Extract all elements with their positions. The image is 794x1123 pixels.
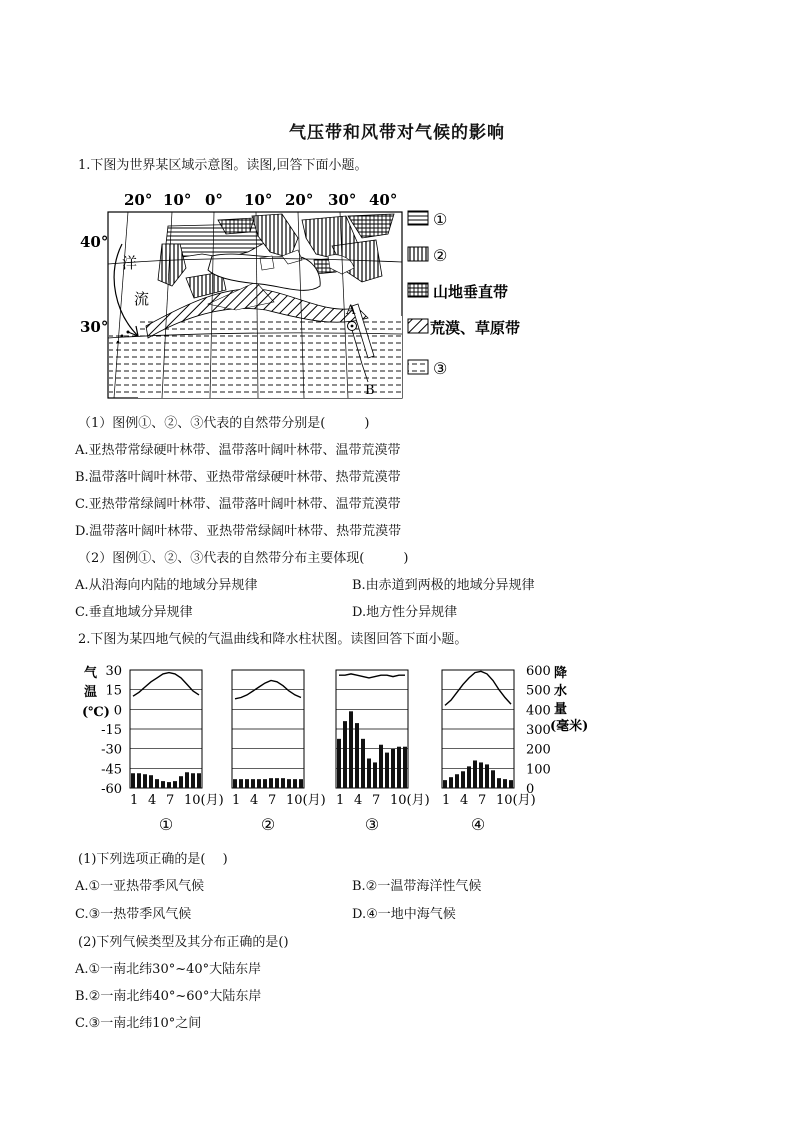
precip-bar — [239, 779, 243, 788]
precip-bar — [185, 772, 189, 788]
page-title: 气压带和风带对气候的影响 — [289, 123, 505, 143]
precip-bar — [179, 776, 183, 788]
x-tick-label: 4 — [250, 793, 259, 808]
right-axis-label — [550, 665, 588, 734]
precip-bar — [197, 773, 201, 788]
precip-bar — [455, 774, 459, 788]
precip-bar — [131, 773, 135, 788]
x-tick-label: 4 — [354, 793, 363, 808]
precip-bar — [349, 711, 353, 788]
lat-label: 40° — [80, 233, 109, 251]
precip-bar — [251, 779, 255, 788]
precip-bar — [161, 781, 165, 788]
q1-sub1-option-b: B.温带落叶阔叶林带、亚热带常绿硬叶林带、热带荒漠带 — [75, 470, 401, 485]
precip-bar — [473, 760, 477, 788]
precip-bar — [385, 753, 389, 788]
x-tick-label: 1 — [336, 793, 345, 808]
panel-label: ② — [260, 815, 276, 834]
legend-label-mountain: 山地垂直带 — [433, 283, 509, 301]
climate-panel — [442, 670, 536, 834]
precip-bar — [143, 774, 147, 788]
right-axis-label-part: 降 — [554, 666, 568, 681]
x-tick-label: 7 — [166, 793, 175, 808]
precip-bar — [479, 762, 483, 788]
q2-sub2-option-c: C.③一南北纬10°之间 — [75, 1016, 202, 1031]
precip-bar — [167, 782, 171, 788]
precip-bar — [355, 723, 359, 788]
x-tick-label: 7 — [372, 793, 381, 808]
precip-bar — [281, 778, 285, 788]
q2-sub1-option-a: A.①一亚热带季风气候 — [75, 879, 205, 894]
precip-bar — [391, 749, 395, 788]
point-b-label: B — [365, 383, 375, 398]
right-tick-label: 600 — [526, 664, 551, 679]
x-tick-label: 4 — [460, 793, 469, 808]
q2-sub1-option-b: B.②一温带海洋性气候 — [352, 879, 482, 894]
precip-bar — [403, 747, 407, 788]
precip-bar — [443, 780, 447, 788]
legend-label-desert: 荒漠、草原带 — [430, 319, 521, 337]
q1-sub1-stem: （1）图例①、②、③代表的自然带分别是( ) — [78, 416, 370, 431]
legend — [408, 210, 520, 378]
q1-sub1-option-c: C.亚热带常绿阔叶林带、温带落叶阔叶林带、温带荒漠带 — [75, 497, 401, 512]
x-tick-label: 10(月) — [496, 793, 536, 808]
precip-bar — [373, 762, 377, 788]
chart-panels — [130, 670, 536, 834]
precip-bar — [293, 779, 297, 788]
left-axis-ticks — [101, 664, 122, 797]
lon-label: 40° — [369, 191, 398, 209]
x-tick-label: 10(月) — [390, 793, 430, 808]
q1-sub2-option-d: D.地方性分异规律 — [352, 605, 458, 620]
lon-label: 10° — [244, 191, 273, 209]
precip-bar — [137, 773, 141, 788]
map-body — [108, 212, 402, 398]
q2-sub1-option-c: C.③一热带季风气候 — [75, 907, 192, 922]
legend-label-3: ③ — [433, 359, 448, 378]
precip-bar — [397, 747, 401, 788]
precip-bar — [245, 779, 249, 788]
left-tick-label: 15 — [105, 683, 122, 699]
x-tick-label: 1 — [232, 793, 241, 808]
right-tick-label: 0 — [526, 782, 535, 797]
precip-bar — [149, 775, 153, 788]
precip-bar — [497, 778, 501, 788]
x-tick-label: 7 — [478, 793, 487, 808]
left-tick-label: -15 — [101, 723, 122, 738]
right-axis-label-part: (毫米) — [550, 719, 588, 734]
left-tick-label: 30 — [105, 664, 122, 679]
precip-bar — [461, 771, 465, 788]
q1-sub2-stem: （2）图例①、②、③代表的自然带分布主要体现( ) — [78, 551, 409, 566]
climate-panel — [130, 670, 224, 834]
precip-bar — [257, 779, 261, 788]
right-tick-label: 200 — [526, 742, 551, 758]
q1-sub2-option-b: B.由赤道到两极的地域分异规律 — [352, 578, 535, 593]
x-tick-label: 7 — [268, 793, 277, 808]
left-tick-label: -30 — [101, 742, 122, 758]
ocean-label: 洋 — [122, 254, 138, 272]
x-tick-label: 10(月) — [184, 793, 224, 808]
lat-label: 30° — [80, 318, 109, 336]
q1-sub1-option-d: D.温带落叶阔叶林带、亚热带常绿阔叶林带、热带荒漠带 — [75, 524, 402, 539]
lon-label: 10° — [163, 191, 192, 209]
x-tick-label: 4 — [148, 793, 157, 808]
right-tick-label: 300 — [526, 723, 551, 738]
precip-bar — [367, 759, 371, 789]
lon-label: 30° — [328, 191, 357, 209]
panel-label: ① — [158, 815, 174, 834]
q2-sub1-option-d: D.④一地中海气候 — [352, 907, 456, 922]
q2-sub2-stem: (2)下列气候类型及其分布正确的是() — [78, 935, 289, 950]
question-1-stem: 1.下图为世界某区域示意图。读图,回答下面小题。 — [78, 158, 368, 173]
q1-sub1-option-a: A.亚热带常绿硬叶林带、温带落叶阔叶林带、温带荒漠带 — [75, 443, 401, 458]
lon-label: 0° — [205, 191, 223, 209]
right-tick-label: 400 — [526, 703, 551, 719]
legend-swatch-mountain — [408, 283, 428, 297]
precip-bar — [509, 780, 513, 788]
climate-panel — [336, 670, 430, 834]
precip-bar — [491, 770, 495, 788]
left-axis-label-part: 气 — [84, 666, 98, 681]
climate-panel — [232, 670, 326, 834]
precip-bar — [337, 739, 341, 788]
q2-sub2-option-b: B.②一南北纬40°~60°大陆东岸 — [75, 989, 262, 1004]
precip-bar — [263, 779, 267, 788]
x-tick-label: 10(月) — [286, 793, 326, 808]
left-tick-label: -60 — [101, 782, 122, 797]
precip-bar — [449, 777, 453, 788]
right-axis-ticks — [526, 664, 551, 797]
right-tick-label: 500 — [526, 683, 551, 699]
precip-bar — [287, 779, 291, 788]
q1-sub2-option-a: A.从沿海向内陆的地域分异规律 — [75, 578, 258, 593]
precip-bar — [361, 739, 365, 788]
legend-swatch-2 — [408, 247, 428, 261]
precip-bar — [155, 779, 159, 788]
precip-bar — [299, 779, 303, 788]
q1-sub2-option-c: C.垂直地域分异规律 — [75, 605, 193, 620]
precip-bar — [269, 778, 273, 788]
left-axis-label-part: 温 — [84, 685, 98, 700]
precip-bar — [379, 745, 383, 788]
ocean-label: 流 — [134, 290, 150, 308]
x-tick-label: 1 — [130, 793, 139, 808]
question-2-stem: 2.下图为某四地气候的气温曲线和降水柱状图。读图回答下面小题。 — [78, 632, 468, 647]
x-tick-label: 1 — [442, 793, 451, 808]
precip-bar — [467, 766, 471, 788]
precip-bar — [503, 779, 507, 788]
precip-bar — [191, 773, 195, 788]
precip-bar — [343, 721, 347, 788]
region-map — [76, 186, 536, 402]
left-tick-label: -45 — [101, 762, 122, 778]
q2-sub1-stem: (1)下列选项正确的是( ) — [78, 852, 228, 867]
precip-bar — [173, 781, 177, 788]
precip-bar — [485, 764, 489, 788]
q2-sub2-option-a: A.①一南北纬30°~40°大陆东岸 — [75, 962, 262, 977]
lon-label: 20° — [285, 191, 314, 209]
left-tick-label: 0 — [113, 703, 122, 719]
lon-label: 20° — [124, 191, 153, 209]
panel-label: ③ — [364, 815, 380, 834]
legend-swatch-desert — [408, 319, 428, 333]
panel-label: ④ — [470, 815, 486, 834]
legend-label-1: ① — [433, 210, 448, 229]
precip-bar — [275, 778, 279, 788]
climate-charts — [78, 658, 588, 838]
point-a-label: A — [346, 303, 356, 318]
legend-label-2: ② — [433, 246, 448, 265]
legend-swatch-3 — [408, 360, 428, 374]
left-axis-label-part: (℃) — [82, 705, 110, 720]
legend-swatch-1 — [408, 211, 428, 225]
precip-bar — [233, 779, 237, 788]
right-axis-label-part: 水 — [554, 684, 568, 699]
right-axis-label-part: 量 — [554, 702, 568, 717]
right-tick-label: 100 — [526, 762, 551, 778]
